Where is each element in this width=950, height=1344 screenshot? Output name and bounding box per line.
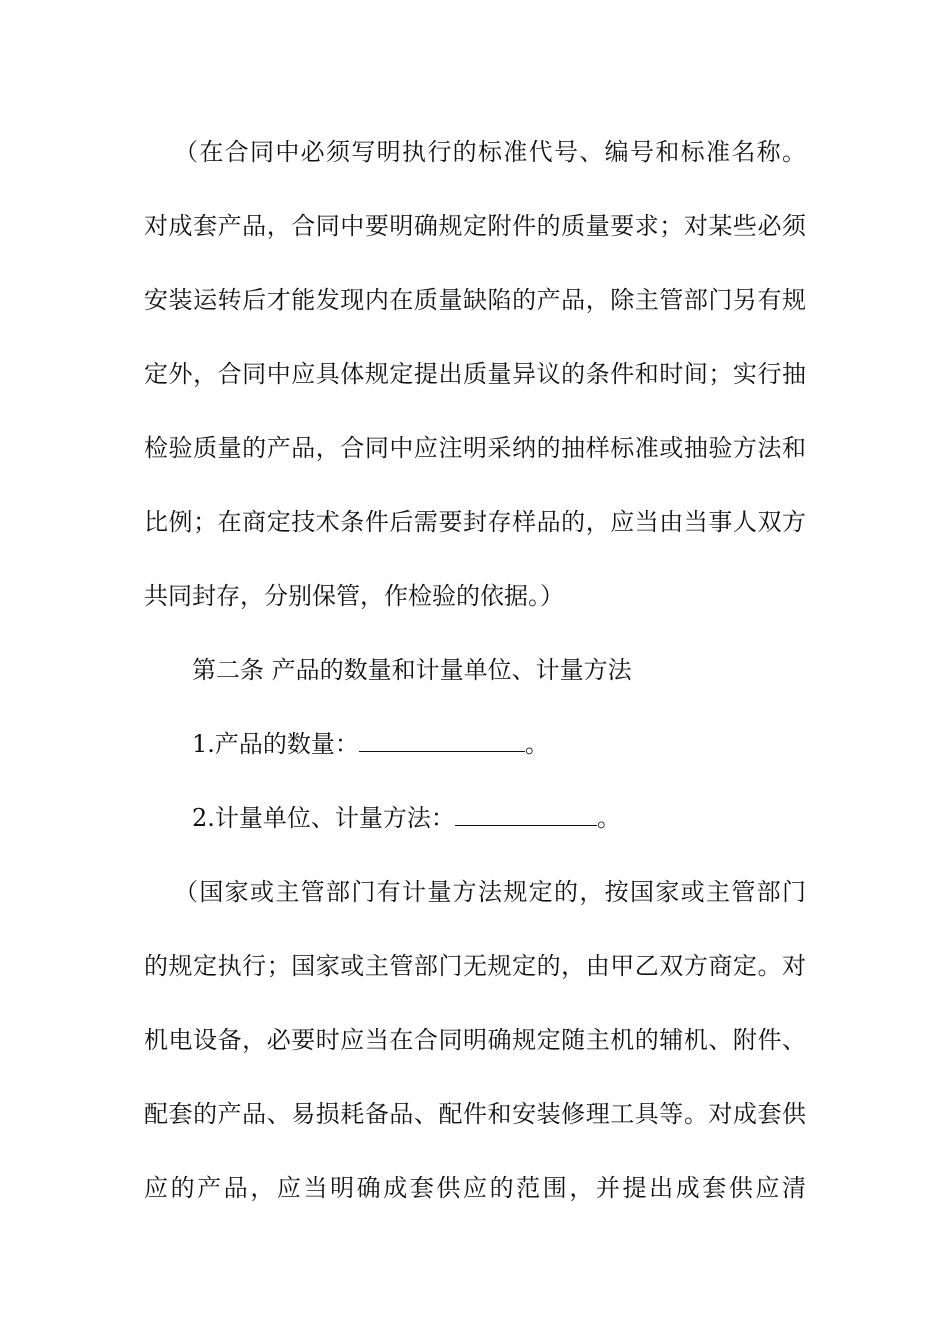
paragraph-line: 定外，合同中应具体规定提出质量异议的条件和时间；实行抽 <box>144 360 806 388</box>
paragraph-line: 检验质量的产品，合同中应注明采纳的抽样标准或抽验方法和 <box>144 434 806 462</box>
paragraph-line: 配套的产品、易损耗备品、配件和安装修理工具等。对成套供 <box>144 1100 806 1128</box>
quantity-item <box>192 728 806 760</box>
measurement-item <box>192 802 806 834</box>
measurement-blank <box>455 803 597 826</box>
measurement-suffix: 。 <box>596 804 621 832</box>
paragraph-line: （国家或主管部门有计量方法规定的，按国家或主管部门 <box>174 878 806 906</box>
paragraph-line: 应的产品，应当明确成套供应的范围，并提出成套供应清 <box>144 1174 806 1202</box>
paragraph-line: 安装运转后才能发现内在质量缺陷的产品，除主管部门另有规 <box>144 286 806 314</box>
quantity-label: 1.产品的数量： <box>192 730 359 758</box>
paragraph-line: 的规定执行；国家或主管部门无规定的，由甲乙双方商定。对 <box>144 952 806 980</box>
paragraph-line: （在合同中必须写明执行的标准代号、编号和标准名称。 <box>174 138 806 166</box>
article-heading: 第二条 产品的数量和计量单位、计量方法 <box>192 656 632 684</box>
paragraph-line: 对成套产品，合同中要明确规定附件的质量要求；对某些必须 <box>144 212 806 240</box>
paragraph-line: 比例；在商定技术条件后需要封存样品的，应当由当事人双方 <box>144 508 806 536</box>
paragraph-line: 共同封存，分别保管，作检验的依据。） <box>144 582 564 610</box>
paragraph-line: 机电设备，必要时应当在合同明确规定随主机的辅机、附件、 <box>144 1026 806 1054</box>
quantity-suffix: 。 <box>524 730 549 758</box>
measurement-label: 2.计量单位、计量方法： <box>192 804 455 832</box>
quantity-blank <box>359 729 525 752</box>
